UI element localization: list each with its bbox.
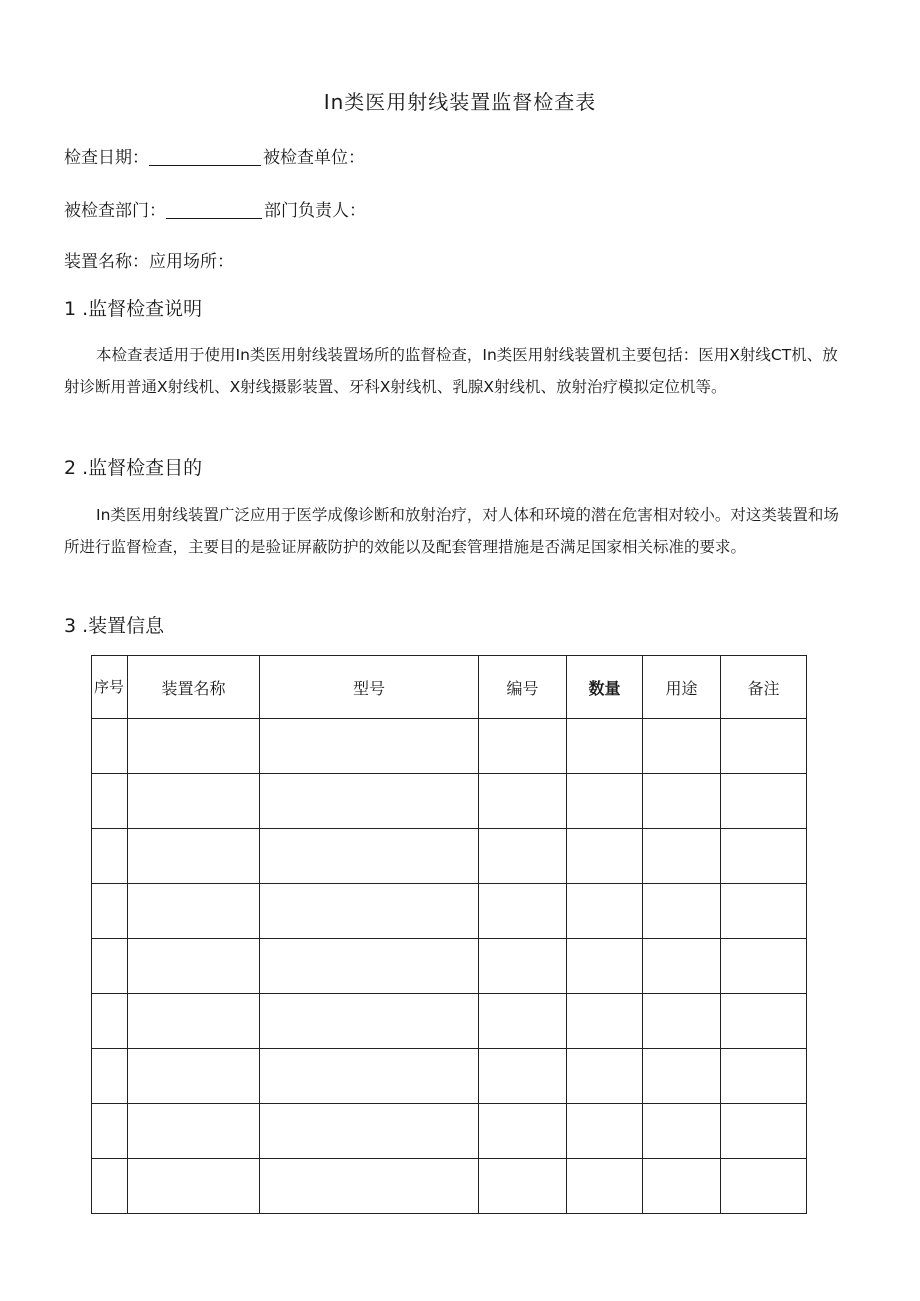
table-cell[interactable] <box>128 719 260 774</box>
inspection-date-blank[interactable] <box>149 149 261 166</box>
table-cell[interactable] <box>479 1104 567 1159</box>
table-cell[interactable] <box>643 829 721 884</box>
table-cell[interactable] <box>92 719 128 774</box>
table-cell[interactable] <box>260 939 479 994</box>
table-cell[interactable] <box>567 994 643 1049</box>
table-cell[interactable] <box>128 829 260 884</box>
section-2-heading: 2 .监督检查目的 <box>64 457 203 479</box>
table-cell[interactable] <box>721 774 807 829</box>
table-cell[interactable] <box>92 994 128 1049</box>
table-cell[interactable] <box>260 1159 479 1214</box>
table-cell[interactable] <box>92 1049 128 1104</box>
table-cell[interactable] <box>721 1159 807 1214</box>
table-cell[interactable] <box>260 1104 479 1159</box>
inspected-department-label: 被检查部门： <box>64 201 166 221</box>
table-cell[interactable] <box>128 1159 260 1214</box>
table-row <box>92 1159 807 1214</box>
table-cell[interactable] <box>92 829 128 884</box>
table-cell[interactable] <box>92 1104 128 1159</box>
table-cell[interactable] <box>128 884 260 939</box>
device-info-table <box>91 655 807 1214</box>
table-cell[interactable] <box>567 1104 643 1159</box>
table-cell[interactable] <box>479 884 567 939</box>
table-cell[interactable] <box>260 994 479 1049</box>
column-header-quantity: 数量 <box>567 656 643 719</box>
table-cell[interactable] <box>567 1159 643 1214</box>
table-cell[interactable] <box>260 1049 479 1104</box>
table-header-row <box>92 656 807 719</box>
column-header-model: 型号 <box>260 656 479 719</box>
table-cell[interactable] <box>721 1104 807 1159</box>
inspected-department-blank[interactable] <box>166 202 262 219</box>
column-header-serial-number: 编号 <box>479 656 567 719</box>
table-cell[interactable] <box>643 1104 721 1159</box>
table-cell[interactable] <box>260 829 479 884</box>
table-cell[interactable] <box>128 994 260 1049</box>
table-cell[interactable] <box>479 1159 567 1214</box>
table-row <box>92 939 807 994</box>
table-cell[interactable] <box>643 1159 721 1214</box>
table-cell[interactable] <box>92 884 128 939</box>
table-cell[interactable] <box>643 719 721 774</box>
table-cell[interactable] <box>643 1049 721 1104</box>
table-cell[interactable] <box>479 994 567 1049</box>
section-3-heading: 3 .装置信息 <box>64 615 165 637</box>
table-cell[interactable] <box>92 774 128 829</box>
table-cell[interactable] <box>260 774 479 829</box>
table-cell[interactable] <box>721 884 807 939</box>
table-cell[interactable] <box>479 939 567 994</box>
column-header-index: 序号 <box>92 656 128 719</box>
table-cell[interactable] <box>479 829 567 884</box>
table-row <box>92 774 807 829</box>
section-1-paragraph: 本检查表适用于使用In类医用射线装置场所的监督检查，In类医用射线装置机主要包括：医用X射线CT机、放射诊断用普通X射线机、X射线摄影装置、牙科X射线机、乳腺X射线机、放射治疗模拟定位机等。 <box>64 346 838 396</box>
document-title: In类医用射线装置监督检查表 <box>323 90 597 114</box>
section-1-heading: 1 .监督检查说明 <box>64 298 203 320</box>
table-cell[interactable] <box>721 939 807 994</box>
table-cell[interactable] <box>92 1159 128 1214</box>
table-cell[interactable] <box>260 719 479 774</box>
column-header-purpose: 用途 <box>643 656 721 719</box>
table-cell[interactable] <box>567 719 643 774</box>
table-cell[interactable] <box>721 994 807 1049</box>
table-cell[interactable] <box>567 884 643 939</box>
table-cell[interactable] <box>643 774 721 829</box>
department-head-label: 部门负责人： <box>264 201 366 221</box>
table-row <box>92 884 807 939</box>
table-cell[interactable] <box>721 829 807 884</box>
inspection-date-label: 检查日期： <box>64 148 149 168</box>
table-cell[interactable] <box>567 774 643 829</box>
table-cell[interactable] <box>479 1049 567 1104</box>
table-row <box>92 719 807 774</box>
table-cell[interactable] <box>479 719 567 774</box>
table-cell[interactable] <box>128 774 260 829</box>
table-cell[interactable] <box>260 884 479 939</box>
table-row <box>92 1104 807 1159</box>
table-cell[interactable] <box>128 1049 260 1104</box>
table-row <box>92 829 807 884</box>
table-cell[interactable] <box>567 829 643 884</box>
table-cell[interactable] <box>479 774 567 829</box>
table-cell[interactable] <box>92 939 128 994</box>
table-cell[interactable] <box>721 1049 807 1104</box>
device-table-body <box>92 719 807 1214</box>
column-header-device-name: 装置名称 <box>128 656 260 719</box>
table-cell[interactable] <box>567 1049 643 1104</box>
table-cell[interactable] <box>567 939 643 994</box>
table-row <box>92 994 807 1049</box>
application-location-label: 应用场所： <box>149 252 234 272</box>
table-row <box>92 1049 807 1104</box>
header-line-3 <box>64 247 234 272</box>
column-header-remarks: 备注 <box>721 656 807 719</box>
inspected-unit-label: 被检查单位： <box>263 148 365 168</box>
device-name-label: 装置名称： <box>64 252 149 272</box>
header-line-1 <box>64 143 365 168</box>
table-cell[interactable] <box>643 994 721 1049</box>
table-cell[interactable] <box>128 1104 260 1159</box>
header-line-2 <box>64 196 366 221</box>
table-cell[interactable] <box>643 939 721 994</box>
section-2-paragraph: In类医用射线装置广泛应用于医学成像诊断和放射治疗，对人体和环境的潜在危害相对较小。对这类装置和场所进行监督检查，主要目的是验证屏蔽防护的效能以及配套管理措施是否满足国家相关标准的要求。 <box>64 506 839 556</box>
table-cell[interactable] <box>643 884 721 939</box>
table-cell[interactable] <box>128 939 260 994</box>
table-cell[interactable] <box>721 719 807 774</box>
